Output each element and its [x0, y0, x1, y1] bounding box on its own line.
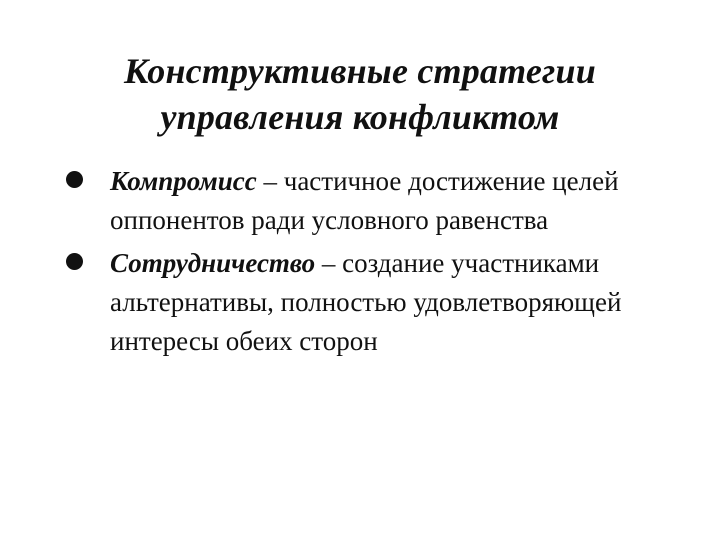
list-item-cooperation: [66, 244, 686, 361]
bullet-dot-icon: [66, 253, 83, 270]
definition-compromise: – частичное достижение целей оппонентов ради условного равенства: [110, 166, 619, 235]
list-item-compromise: [66, 162, 686, 240]
bullet-dot-icon: [66, 171, 83, 188]
slide-title: [40, 48, 680, 140]
title-line-1: Конструктивные стратегии: [124, 51, 596, 91]
term-cooperation: Сотрудничество: [110, 248, 316, 278]
bullet-list: [66, 162, 686, 365]
definition-cooperation: – создание участниками альтернативы, полностью удовлетворяющей интересы обеих сторон: [110, 248, 622, 356]
title-line-2: управления конфликтом: [160, 97, 560, 137]
term-compromise: Компромисс: [110, 166, 257, 196]
